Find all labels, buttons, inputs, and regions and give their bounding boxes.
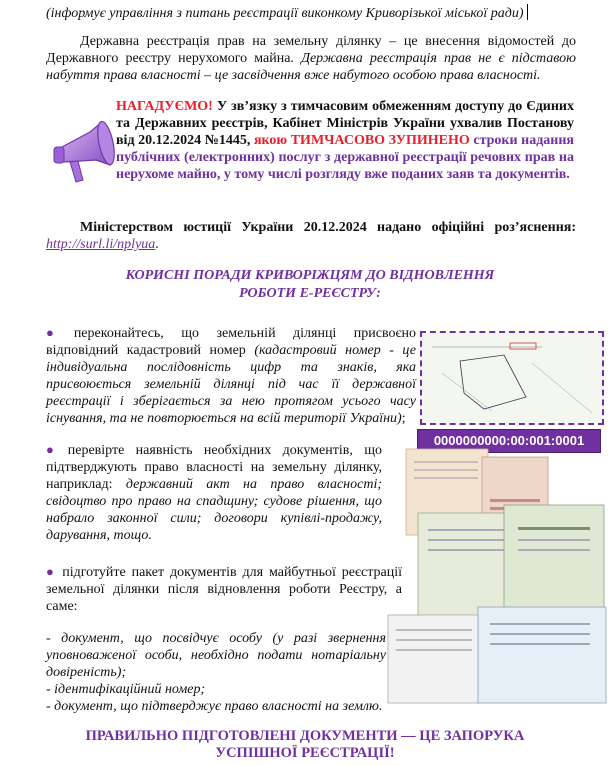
notice-alert: НАГАДУЄМО! (116, 99, 213, 114)
list-item: - документ, що посвідчує особу (у разі звернення уповноваженої особи, необхідно подати нотаріальну довіреність); (46, 631, 386, 680)
item3-normal: підготуйте пакет документів для майбутньої реєстрації земельної ділянки після відновлення роботи Реєстру, а саме: (46, 565, 402, 614)
item1-italic: (кадастровий номер - це індивідуальна послідовність цифр та знаків, яка присвоюється земельній ділянці під час її державної реєстрації і зберігається за нею протягом усього часу існування, та не повторюється на всій території України) (46, 343, 416, 426)
ministry-paragraph (46, 219, 576, 253)
item2-italic: державний акт на право власності; свідоцтво про право на спадщину; судове рішення, що набрало законної сили; договори купівлі-продажу, дарування, тощо. (46, 477, 382, 543)
tips-title-line2: РОБОТИ Е-РЕЄСТРУ: (239, 286, 381, 301)
notice-part1: У зв’язку з тимчасовим обмеженням доступу до Єдиних та Державних реєстрів, Кабінет Міністрів України ухвалив Постанову від 20.12.2024 №1445, (116, 99, 574, 148)
required-documents-list (46, 630, 386, 715)
bullet-icon: ● (46, 442, 62, 457)
list-item: - ідентифікаційний номер; (46, 682, 206, 697)
intro-italic: Державна реєстрація прав не є підставою набуття права власності – це засвідчення вже набутого особою права власності. (46, 51, 576, 83)
tip-item-3 (46, 563, 402, 615)
footer-line1: ПРАВИЛЬНО ПІДГОТОВЛЕНІ ДОКУМЕНТИ — ЦЕ ЗАПОРУКА (85, 728, 525, 744)
list-item: - документ, що підтверджує право власності на землю. (46, 699, 383, 714)
tips-title-line1: КОРИСНІ ПОРАДИ КРИВОРІЖЦЯМ ДО ВІДНОВЛЕННЯ (125, 268, 495, 283)
footer-line2: УСПІШНОЇ РЕЄСТРАЦІЇ! (215, 745, 395, 761)
ministry-end: . (155, 237, 159, 252)
ministry-text: Міністерством юстиції України 20.12.2024 надано офіційні роз’яснення: (80, 220, 576, 235)
bullet-icon: ● (46, 325, 68, 340)
tip-item-1 (46, 324, 416, 427)
notice-red-part: якою ТИМЧАСОВО ЗУПИНЕНО (253, 133, 470, 148)
cadastral-map-image (420, 331, 604, 425)
item2-normal: перевірте наявність необхідних документів, що підтверджують право власності на земельну ділянку, наприклад: (46, 443, 382, 492)
bullet-icon: ● (46, 564, 57, 579)
ownership-documents-image (386, 447, 610, 705)
cadastral-map-drawing (422, 333, 602, 423)
notice-purple-part: строки надання публічних (електронних) послуг з державної реєстрації речових прав на нерухоме майно, у тому числі розгляду вже поданих заяв та документів. (116, 133, 574, 182)
cadastral-number-example: 0000000000:00:001:0001 (417, 429, 601, 453)
intro-normal: Державна реєстрація прав на земельну ділянку – це внесення відомостей до Державного реєстру нерухомого майна. (46, 34, 576, 66)
ministry-link[interactable]: http://surl.li/nplyua (46, 237, 156, 252)
notice-paragraph (116, 98, 574, 183)
tips-title (60, 267, 560, 303)
item1-end: ; (401, 411, 406, 426)
item1-normal: переконайтесь, що земельній ділянці присвоєно відповідний кадастровий номер (46, 326, 416, 358)
footer-slogan (40, 728, 570, 762)
header-text: (інформує управління з питань реєстрації виконкому Криворізької міської ради) (46, 6, 524, 21)
text-cursor (527, 4, 528, 20)
intro-paragraph (46, 33, 576, 84)
tip-item-2 (46, 441, 382, 544)
megaphone-icon (50, 110, 120, 190)
header-note (46, 4, 586, 22)
